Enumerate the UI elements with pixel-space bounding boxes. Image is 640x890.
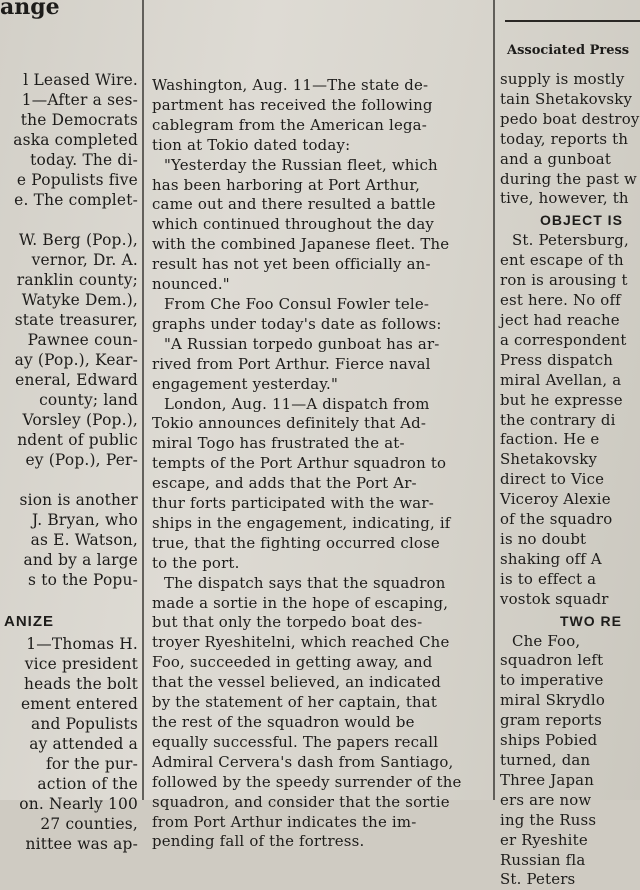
text-line: a correspondent	[500, 330, 627, 349]
text-line: today, reports th	[500, 129, 629, 148]
text-line: e. The complet-	[14, 191, 138, 209]
text-line: heads the bolt	[24, 675, 138, 693]
text-line: 27 counties,	[40, 815, 138, 833]
text-line: which continued throughout the day	[152, 215, 435, 234]
text-line: s to the Popu-	[28, 571, 138, 589]
text-line: Watyke Dem.),	[21, 291, 138, 309]
text-line: ing the Russ	[500, 810, 597, 829]
text-line: to the port.	[152, 553, 240, 572]
text-line: "Yesterday the Russian fleet, which	[164, 155, 438, 174]
text-line: on. Nearly 100	[19, 795, 138, 813]
text-line: county; land	[39, 391, 138, 409]
text-line: tive, however, th	[500, 189, 629, 208]
text-line: Shetakovsky	[500, 450, 598, 469]
header-rule	[505, 20, 640, 22]
text-line: followed by the speedy surrender of the	[152, 772, 462, 791]
text-line: squadron, and consider that the sortie	[152, 792, 450, 811]
text-line: Vorsley (Pop.),	[22, 411, 138, 429]
text-line: Tokio announces definitely that Ad-	[152, 414, 427, 433]
text-line: W. Berg (Pop.),	[18, 231, 138, 249]
text-line: but that only the torpedo boat des-	[152, 613, 423, 632]
left-column-text-after	[0, 634, 138, 854]
text-line: Admiral Cervera's dash from Santiago,	[152, 752, 454, 771]
text-line: gram reports	[500, 711, 602, 730]
left-column-heading: ANIZE	[4, 613, 54, 630]
text-line: nittee was ap-	[25, 835, 138, 853]
text-line: St. Peters	[500, 870, 576, 889]
text-line: but he expresse	[500, 390, 623, 409]
text-line: the Democrats	[20, 111, 138, 129]
right-column	[500, 70, 640, 889]
partial-headline: ange	[0, 0, 60, 20]
text-line: l Leased Wire.	[23, 71, 138, 89]
text-line: St. Petersburg,	[512, 231, 629, 250]
text-line: est here. No off	[500, 291, 621, 310]
text-line: miral Avellan, a	[500, 370, 622, 389]
text-line	[0, 210, 138, 230]
text-line: the contrary di	[500, 410, 616, 429]
text-line: Washington, Aug. 11—The state de-	[152, 76, 429, 94]
text-line: 1—Thomas H.	[26, 635, 138, 653]
text-line: as E. Watson,	[30, 531, 138, 549]
text-line: 1—After a ses-	[21, 91, 138, 109]
text-line: turned, dan	[500, 751, 591, 769]
text-line: Viceroy Alexie	[500, 490, 611, 509]
text-line: thur forts participated with the war-	[152, 494, 434, 513]
text-line: and Populists	[30, 715, 138, 733]
text-line: came out and there resulted a battle	[152, 195, 436, 214]
text-line: ject had reache	[500, 310, 620, 329]
text-line: e Populists five	[16, 171, 138, 189]
text-line: From Che Foo Consul Fowler tele-	[164, 294, 430, 313]
text-line: has been harboring at Port Arthur,	[152, 175, 421, 194]
text-line: rived from Port Arthur. Fierce naval	[152, 354, 431, 373]
right-column-heading-object: OBJECT IS	[540, 212, 623, 229]
text-line: action of the	[37, 775, 138, 793]
middle-column-text	[152, 76, 488, 852]
text-line: aska completed	[13, 131, 138, 149]
right-column-text-mid	[500, 231, 640, 609]
text-line: ron is arousing t	[500, 271, 628, 290]
right-column-text-top	[500, 70, 640, 209]
text-line: by the statement of her captain, that	[152, 693, 438, 712]
text-line: Russian fla	[500, 850, 586, 869]
text-line: pedo boat destroy	[500, 109, 640, 128]
text-line: ay (Pop.), Kear-	[14, 351, 138, 369]
column-rule-right	[493, 0, 495, 800]
text-line	[0, 470, 138, 490]
text-line: miral Togo has frustrated the at-	[152, 434, 405, 453]
text-line: partment has received the following	[152, 95, 433, 114]
text-line: London, Aug. 11—A dispatch from	[164, 394, 430, 413]
text-line: graphs under today's date as follows:	[152, 314, 442, 333]
text-line: escape, and adds that the Port Ar-	[152, 474, 417, 493]
text-line: with the combined Japanese fleet. The	[152, 235, 450, 254]
text-line: ers are now	[500, 790, 592, 809]
text-line: and a gunboat	[500, 149, 612, 168]
text-line: from Port Arthur indicates the im-	[152, 812, 417, 831]
text-line: miral Skrydlo	[500, 691, 605, 710]
text-line: made a sortie in the hope of escaping,	[152, 593, 449, 612]
text-line: eneral, Edward	[15, 371, 138, 389]
text-line: today. The di-	[30, 151, 138, 169]
text-line: Press dispatch	[500, 350, 614, 369]
text-line: The dispatch says that the squadron	[164, 573, 446, 592]
text-line: and by a large	[23, 551, 138, 569]
associated-press-label: Associated Press	[507, 43, 630, 58]
text-line: faction. He e	[500, 430, 600, 449]
text-line: J. Bryan, who	[32, 511, 138, 529]
text-line: for the pur-	[45, 755, 138, 773]
text-line: equally successful. The papers recall	[152, 732, 439, 751]
text-line: is to effect a	[500, 569, 597, 588]
text-line: state treasurer,	[14, 311, 138, 329]
text-line: is no doubt	[500, 529, 587, 548]
text-line: tion at Tokio dated today:	[152, 135, 351, 154]
right-column-text-bottom	[500, 632, 640, 890]
text-line: to imperative	[500, 671, 604, 690]
text-line: Pawnee coun-	[27, 331, 138, 349]
text-line: ships Pobied	[500, 731, 598, 750]
text-line: tempts of the Port Arthur squadron to	[152, 454, 447, 473]
text-line: vernor, Dr. A.	[31, 251, 138, 269]
text-line: cablegram from the American lega-	[152, 115, 427, 134]
left-column-text	[0, 70, 138, 610]
text-line: squadron left	[500, 651, 604, 670]
text-line: direct to Vice	[500, 470, 605, 489]
left-column	[0, 70, 138, 853]
text-line: ent escape of th	[500, 251, 624, 270]
text-line: ndent of public	[17, 431, 138, 449]
text-line: pending fall of the fortress.	[152, 832, 365, 851]
text-line: nounced."	[152, 275, 230, 294]
middle-column	[152, 76, 488, 851]
text-line: ranklin county;	[16, 271, 138, 289]
text-line: Che Foo,	[512, 631, 581, 650]
text-line: shaking off A	[500, 549, 602, 568]
column-rule-left	[142, 0, 144, 800]
text-line: that the vessel believed, an indicated	[152, 673, 442, 692]
text-line	[0, 590, 138, 610]
text-line: sion is another	[19, 491, 138, 509]
text-line: tain Shetakovsky	[500, 89, 633, 108]
text-line: ships in the engagement, indicating, if	[152, 513, 451, 532]
text-line: ey (Pop.), Per-	[25, 451, 138, 469]
text-line: engagement yesterday."	[152, 374, 339, 393]
text-line: the rest of the squadron would be	[152, 713, 415, 731]
text-line: during the past w	[500, 169, 637, 188]
text-line: ement entered	[20, 695, 138, 713]
text-line: ay attended a	[29, 735, 138, 753]
text-line: Foo, succeeded in getting away, and	[152, 653, 433, 672]
text-line: troyer Ryeshitelni, which reached Che	[152, 633, 450, 652]
text-line: result has not yet been officially an-	[152, 255, 431, 274]
right-column-heading-two: TWO RE	[560, 612, 622, 629]
text-line: true, that the fighting occurred close	[152, 533, 440, 552]
text-line: of the squadro	[500, 510, 613, 529]
text-line: er Ryeshite	[500, 830, 588, 849]
text-line: supply is mostly	[500, 70, 625, 88]
text-line: vice president	[24, 655, 138, 673]
text-line: Three Japan	[500, 770, 595, 789]
text-line: vostok squadr	[500, 589, 609, 608]
text-line: "A Russian torpedo gunboat has ar-	[164, 334, 440, 353]
